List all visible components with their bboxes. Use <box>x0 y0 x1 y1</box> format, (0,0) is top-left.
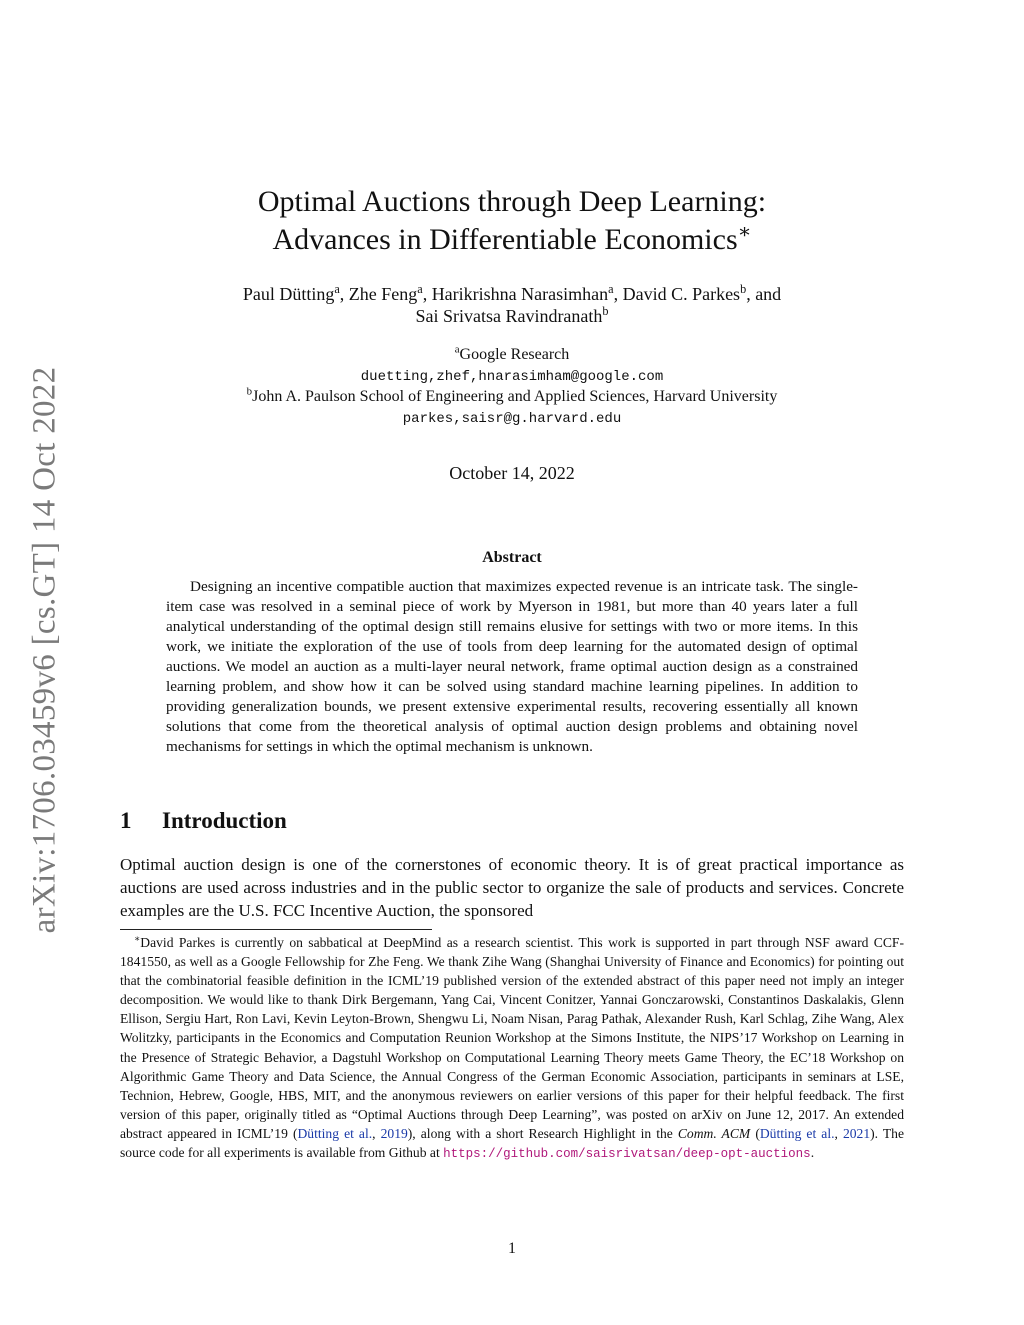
author-sep: , <box>613 284 623 304</box>
affil-b-mark: b <box>246 385 253 398</box>
citation-year-link[interactable]: 2019 <box>380 1125 408 1141</box>
author-sep: , and <box>746 284 782 304</box>
arxiv-stamp <box>20 355 70 945</box>
journal-name: Comm. ACM <box>677 1125 751 1141</box>
footnote-text-3: ( <box>750 1125 760 1141</box>
abstract-heading: Abstract <box>482 549 542 566</box>
footnote-text-1: David Parkes is currently on sabbatical at DeepMind as a research scientist. This work is supported in part through NSF award CCF-1841550, as well as a Google Fellowship for Zhe Feng. We thank Zihe Wang (Shanghai University of Finance and Economics) for pointing out that the combinatorial feasible definition in the ICML’19 published version of the extended abstract of this paper need not imply an integer decomposition. We would like to thank Dirk Bergemann, Yang Cai, Vincent Conitzer, Yannai Gonczarowski, Constantinos Daskalakis, Glenn Ellison, Sergiu Hart, Ron Lavi, Kevin Leyton-Brown, Shengwu Li, Noam Nisan, Parag Pathak, Alexander Rush, Karl Schlag, Zihe Wang, Alex Wolitzky, participants in the Economics and Computation Reunion Workshop at the Simons Institute, the NIPS’17 Workshop on Learning in the Presence of Strategic Behavior, a Dagstuhl Workshop on Computational Learning Theory meets Game Theory, the EC’18 Workshop on Algorithmic Game Theory and Data Science, the Annual Congress of the German Economic Association, participants in seminars at LSE, Technion, Hebrew, Google, HBS, MIT, and the anonymous reviewers on earlier versions of this paper for their helpful feedback. The first version of this paper, originally titled as “Optimal Auctions through Deep Learning”, was posted on arXiv on June 12, 2017. An extended abstract appeared in ICML’19 ( <box>120 935 904 1141</box>
author-name: Zhe Feng <box>348 284 418 304</box>
footnote-rule <box>120 929 432 930</box>
author-name: David C. Parkes <box>622 284 741 304</box>
citation-link-2021[interactable] <box>760 1126 835 1141</box>
paper-date: October 14, 2022 <box>449 463 575 483</box>
author-affil-mark: b <box>602 304 609 318</box>
author-name: Harikrishna Narasimhan <box>431 284 609 304</box>
affil-b-email: parkes,saisr@g.harvard.edu <box>402 410 622 427</box>
footnote-text-2: ), along with a short Research Highlight in the <box>407 1125 678 1141</box>
footnote <box>120 933 904 1164</box>
author-name: Sai Srivatsa Ravindranath <box>415 306 603 326</box>
footnote-end: . <box>810 1145 815 1161</box>
citation-sep: , <box>372 1125 381 1141</box>
footnote-mark: ∗ <box>134 933 141 944</box>
title-line-1: Optimal Auctions through Deep Learning: <box>257 185 767 218</box>
author-affil-mark: a <box>417 282 423 296</box>
arxiv-stamp-text: arXiv:1706.03459v6 [cs.GT] 14 Oct 2022 <box>26 366 63 934</box>
author-sep: , <box>422 284 432 304</box>
citation-author: Dütting et al. <box>297 1125 373 1141</box>
citation-author: Dütting et al. <box>759 1125 835 1141</box>
section-number: 1 <box>120 808 132 833</box>
author-affil-mark: b <box>740 282 747 296</box>
affil-a-mark: a <box>454 343 460 356</box>
title-footnote-mark[interactable]: ∗ <box>737 221 752 243</box>
title-line-2: Advances in Differentiable Economics <box>272 223 738 256</box>
citation-sep: , <box>834 1125 843 1141</box>
author-name: Paul Dütting <box>242 284 335 304</box>
paper-title <box>120 183 904 259</box>
abstract-text: Designing an incentive compatible auction that maximizes expected revenue is an intricate task. The single-item case was resolved in a seminal piece of work by Myerson in 1981, but more than 40 years later a full analytical understanding of the optimal design still remains elusive for settings with two or more items. In this work, we initiate the exploration of the use of tools from deep learning for the automated design of optimal auctions. We model an auction as a multi-layer neural network, frame optimal auction design as a constrained learning problem, and show how it can be solved using standard machine learning pipelines. In addition to providing generalization bounds, we present extensive experimental results, recovering essentially all known solutions that come from the theoretical analysis of optimal auction design problems and obtaining novel mechanisms for settings in which the optimal mechanism is unknown. <box>166 578 858 755</box>
section-title: Introduction <box>162 808 287 833</box>
citation-link-2019[interactable] <box>297 1126 372 1141</box>
citation-year-link[interactable]: 2021 <box>842 1125 871 1141</box>
section-heading <box>120 808 287 834</box>
affil-b-name: John A. Paulson School of Engineering and Applied Sciences, Harvard University <box>252 388 778 405</box>
github-url-link[interactable]: https://github.com/saisrivatsan/deep-opt-auctions <box>443 1147 811 1162</box>
affiliations <box>120 345 904 429</box>
author-affil-mark: a <box>608 282 614 296</box>
author-sep: , <box>339 284 349 304</box>
author-affil-mark: a <box>334 282 340 296</box>
affil-a-name: Google Research <box>459 346 570 363</box>
page-number: 1 <box>508 1240 516 1257</box>
author-list <box>120 283 904 327</box>
intro-paragraph: Optimal auction design is one of the cornerstones of economic theory. It is of great practical importance as auctions are used across industries and in the public sector to organize the sale of products and services. Concrete examples are the U.S. FCC Incentive Auction, the sponsored <box>120 855 904 920</box>
affil-a-email: duetting,zhef,hnarasimham@google.com <box>360 368 664 385</box>
footnote-text-4: ). The source code for all experiments is available from Github at <box>120 1125 905 1161</box>
